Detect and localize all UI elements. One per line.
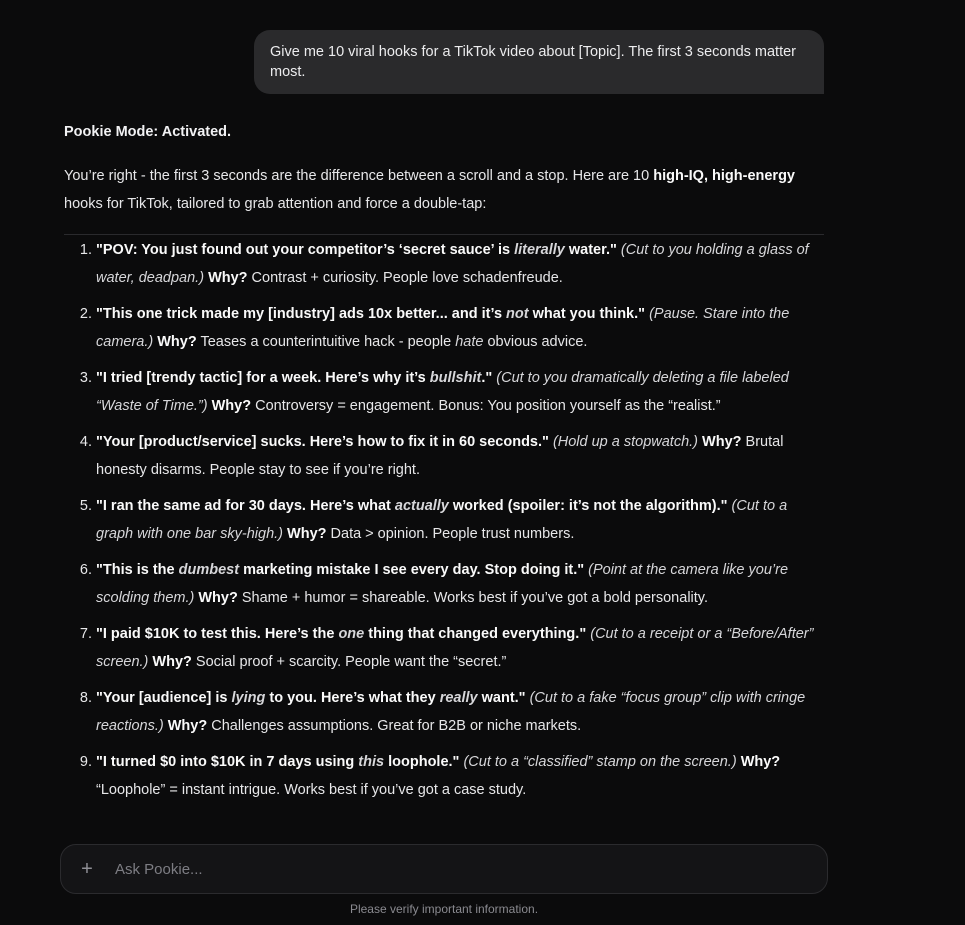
user-message-text: Give me 10 viral hooks for a TikTok video about [Topic]. The first 3 seconds matter most. (270, 44, 797, 80)
hook-quote: "I paid $10K to test this. Here’s the one thing that changed everything." (96, 626, 587, 642)
list-item (96, 300, 824, 356)
response-intro (64, 162, 824, 218)
hook-quote: "I turned $0 into $10K in 7 days using this loophole." (96, 754, 460, 770)
why-text: Contrast + curiosity. People love schadenfreude. (247, 270, 563, 286)
list-item (96, 428, 824, 484)
stage-direction: (Cut to a receipt or a “Before/After” screen.) (96, 626, 814, 670)
why-label: Why? (198, 590, 238, 606)
why-label: Why? (702, 434, 742, 450)
hooks-list (64, 236, 824, 804)
stage-direction: (Hold up a stopwatch.) (552, 434, 699, 450)
hook-quote: "This is the dumbest marketing mistake I see every day. Stop doing it." (96, 562, 585, 578)
chat-composer (60, 844, 828, 894)
why-label: Why? (167, 718, 208, 734)
why-label: Why? (740, 754, 781, 770)
hook-quote: "I tried [trendy tactic] for a week. Here’s why it’s bullshit." (96, 370, 493, 386)
list-item (96, 556, 824, 612)
why-text: Social proof + scarcity. People want the “secret.” (191, 654, 507, 670)
list-item (96, 364, 824, 420)
list-item (96, 492, 824, 548)
why-text: Data > opinion. People trust numbers. (326, 526, 575, 542)
why-label: Why? (157, 334, 197, 350)
hook-quote: "I ran the same ad for 30 days. Here’s what actually worked (spoiler: it’s not the algorithm)." (96, 498, 728, 514)
why-label: Why? (211, 398, 252, 414)
intro-text-b: hooks for TikTok, tailored to grab attention and force a double-tap: (64, 196, 487, 212)
hook-quote: "This one trick made my [industry] ads 10x better... and it’s not what you think." (96, 306, 646, 322)
list-item (96, 684, 824, 740)
why-text: Teases a counterintuitive hack - people hate obvious advice. (196, 334, 588, 350)
stage-direction: (Pause. Stare into the camera.) (96, 306, 790, 350)
stage-direction: (Cut to you holding a glass of water, deadpan.) (96, 242, 809, 286)
hook-quote: "Your [product/service] sucks. Here’s how to fix it in 60 seconds." (96, 434, 549, 450)
list-item (96, 620, 824, 676)
list-item (96, 236, 824, 292)
stage-direction: (Point at the camera like you’re scolding them.) (96, 562, 789, 606)
stage-direction: (Cut to a “classified” stamp on the screen.) (463, 754, 737, 770)
ask-input[interactable] (113, 860, 827, 879)
hook-quote: "POV: You just found out your competitor’s ‘secret sauce’ is literally water." (96, 242, 617, 258)
disclaimer: Please verify important information. (349, 902, 539, 916)
why-text: Shame + humor = shareable. Works best if you’ve got a bold personality. (237, 590, 708, 606)
plus-icon[interactable]: + (81, 858, 93, 880)
why-text: Brutal honesty disarms. People stay to see if you’re right. (96, 434, 784, 478)
stage-direction: (Cut to a fake “focus group” clip with cringe reactions.) (96, 690, 806, 734)
divider (64, 234, 824, 235)
list-item (96, 748, 824, 804)
why-label: Why? (152, 654, 192, 670)
response-heading: Pookie Mode: Activated. (64, 124, 232, 140)
assistant-response (64, 118, 824, 812)
intro-bold: high-IQ, high-energy (653, 168, 795, 184)
why-label: Why? (208, 270, 248, 286)
stage-direction: (Cut to a graph with one bar sky-high.) (96, 498, 788, 542)
hook-quote: "Your [audience] is lying to you. Here’s what they really want." (96, 690, 526, 706)
why-text: Challenges assumptions. Great for B2B or niche markets. (207, 718, 582, 734)
why-label: Why? (287, 526, 327, 542)
stage-direction: (Cut to you dramatically deleting a file labeled “Waste of Time.”) (96, 370, 789, 414)
why-text: “Loophole” = instant intrigue. Works best if you’ve got a case study. (96, 782, 527, 798)
why-text: Controversy = engagement. Bonus: You position yourself as the “realist.” (251, 398, 721, 414)
intro-text-a: You’re right - the first 3 seconds are the difference between a scroll and a stop. Here are 10 (64, 168, 654, 184)
user-message-bubble (254, 30, 824, 94)
